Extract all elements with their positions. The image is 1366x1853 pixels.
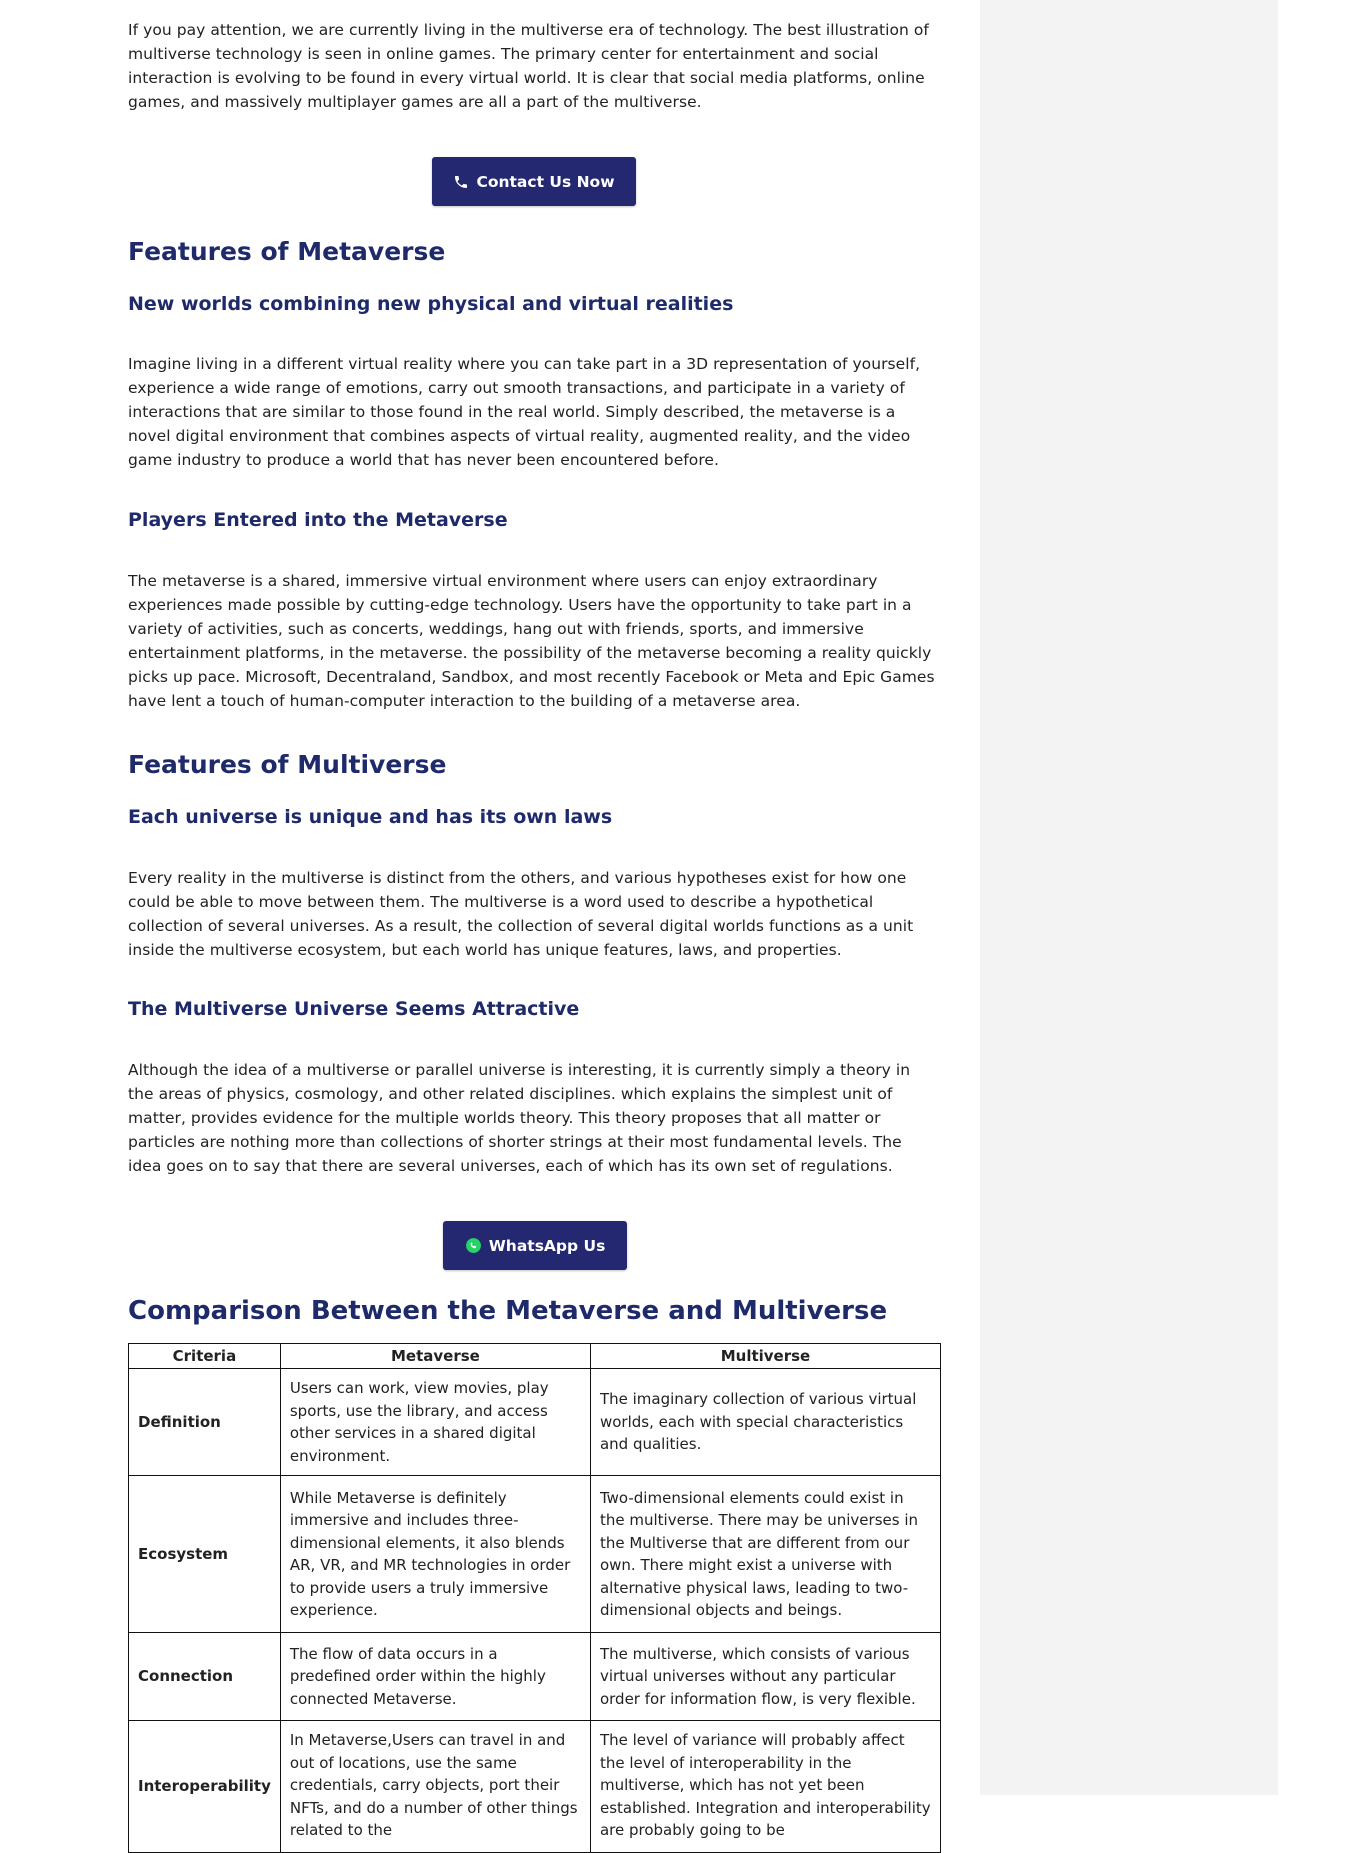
row-criteria: Connection	[129, 1633, 281, 1721]
unique-universe-paragraph: Every reality in the multiverse is distinct from the others, and various hypotheses exist for how one could be able to move between them. The multiverse is a word used to describe a hypothetical collection of several universes. As a result, the collection of several digital worlds functions as a unit inside the multiverse ecosystem, but each world has unique features, laws, and properties.	[128, 869, 914, 959]
multiverse-features-heading: Features of Multiverse	[128, 750, 447, 779]
multiverse-cell: The imaginary collection of various virtual worlds, each with special characteristics and qualities.	[590, 1369, 940, 1476]
metaverse-cell: In Metaverse,Users can travel in and out of locations, use the same credentials, carry objects, port their NFTs, and do a number of other things related to the	[280, 1721, 590, 1853]
new-worlds-heading: New worlds combining new physical and virtual realities	[128, 293, 734, 315]
whatsapp-us-label: WhatsApp Us	[488, 1236, 606, 1255]
table-row	[129, 1633, 941, 1721]
table-row	[129, 1721, 941, 1853]
metaverse-cell: Users can work, view movies, play sports, use the library, and access other services in a shared digital environment.	[280, 1369, 590, 1476]
multiverse-cell: The multiverse, which consists of various virtual universes without any particular order for information flow, is very flexible.	[590, 1633, 940, 1721]
row-criteria: Ecosystem	[129, 1476, 281, 1633]
players-entered-paragraph: The metaverse is a shared, immersive virtual environment where users can enjoy extraordinary experiences made possible by cutting-edge technology. Users have the opportunity to take part in a variety of activities, such as concerts, weddings, hang out with friends, sports, and immersive entertainment platforms, in the metaverse. the possibility of the metaverse becoming a reality quickly picks up pace. Microsoft, Decentraland, Sandbox, and most recently Facebook or Meta and Epic Games have lent a touch of human-computer interaction to the building of a metaverse area.	[128, 572, 935, 710]
metaverse-features-heading: Features of Metaverse	[128, 237, 446, 266]
table-row	[129, 1369, 941, 1476]
players-entered-heading: Players Entered into the Metaverse	[128, 509, 508, 531]
column-header-multiverse: Multiverse	[590, 1344, 940, 1369]
row-criteria: Interoperability	[129, 1721, 281, 1853]
metaverse-cell: The flow of data occurs in a predefined order within the highly connected Metaverse.	[280, 1633, 590, 1721]
column-header-criteria: Criteria	[129, 1344, 281, 1369]
table-header-row	[129, 1344, 941, 1369]
metaverse-cell: While Metaverse is definitely immersive and includes three-dimensional elements, it also blends AR, VR, and MR technologies in order to provide users a truly immersive experience.	[280, 1476, 590, 1633]
multiverse-cell: The level of variance will probably affect the level of interoperability in the multiverse, which has not yet been established. Integration and interoperability are probably going to be	[590, 1721, 940, 1853]
right-sidebar	[980, 0, 1278, 1795]
comparison-table	[128, 1343, 941, 1853]
intro-paragraph: If you pay attention, we are currently living in the multiverse era of technology. The best illustration of multiverse technology is seen in online games. The primary center for entertainment and social interaction is evolving to be found in every virtual world. It is clear that social media platforms, online games, and massively multiplayer games are all a part of the multiverse.	[128, 21, 929, 111]
unique-universe-heading: Each universe is unique and has its own laws	[128, 806, 613, 828]
multiverse-attractive-heading: The Multiverse Universe Seems Attractive	[128, 998, 580, 1020]
comparison-heading: Comparison Between the Metaverse and Multiverse	[128, 1296, 888, 1326]
whatsapp-us-button[interactable]	[443, 1221, 627, 1270]
column-header-metaverse: Metaverse	[280, 1344, 590, 1369]
multiverse-attractive-paragraph: Although the idea of a multiverse or parallel universe is interesting, it is currently simply a theory in the areas of physics, cosmology, and other related disciplines. which explains the simplest unit of matter, provides evidence for the multiple worlds theory. This theory proposes that all matter or particles are nothing more than collections of shorter strings at their most fundamental levels. The idea goes on to say that there are several universes, each of which has its own set of regulations.	[128, 1061, 911, 1175]
contact-us-label: Contact Us Now	[476, 172, 615, 191]
phone-icon	[453, 174, 469, 190]
table-row	[129, 1476, 941, 1633]
row-criteria: Definition	[129, 1369, 281, 1476]
multiverse-cell: Two-dimensional elements could exist in the multiverse. There may be universes in the Multiverse that are different from our own. There might exist a universe with alternative physical laws, leading to two-dimensional objects and beings.	[590, 1476, 940, 1633]
contact-us-button[interactable]	[432, 157, 636, 206]
new-worlds-paragraph: Imagine living in a different virtual reality where you can take part in a 3D representation of yourself, experience a wide range of emotions, carry out smooth transactions, and participate in a variety of interactions that are similar to those found in the real world. Simply described, the metaverse is a novel digital environment that combines aspects of virtual reality, augmented reality, and the video game industry to produce a world that has never been encountered before.	[128, 355, 921, 469]
whatsapp-icon	[465, 1237, 482, 1254]
